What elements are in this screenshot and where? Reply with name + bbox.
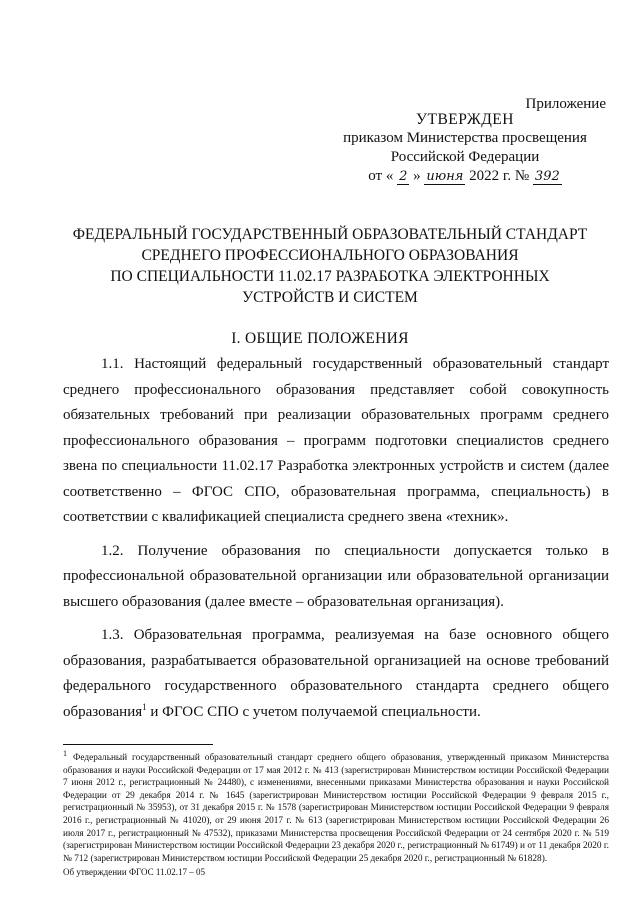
- paragraph-1-2: 1.2. Получение образования по специальности допускается только в профессиональной образовательной организации или образовательной организации высшего образования (далее вместе – образовательная организация).: [63, 542, 609, 610]
- section-body: [63, 352, 609, 733]
- paragraph-1-3-tail: и ФГОС СПО с учетом получаемой специальности.: [146, 703, 481, 720]
- footnote: [63, 748, 609, 865]
- paragraph-1-3-text: 1.3. Образовательная программа, реализуемая на базе основного общего образования, разрабатывается образовательной организацией на основе требований федерального государственного образовательного стандарта среднего общего образования: [63, 627, 609, 720]
- approved-line1: приказом Министерства просвещения: [343, 130, 587, 146]
- appendix-label: Приложение: [525, 96, 606, 112]
- order-number: 392: [534, 169, 560, 184]
- footnote-text: Федеральный государственный образовательный стандарт среднего общего образования, утвержденный приказом Министерства образования и науки Российской Федерации от 17 мая 2012 г. № 413 (зарегистрирован Министерством юстиции Российской Федерации 7 июня 2012 г., регистрационный № 24480), с изменениями, внесенными приказами Министерства образования и науки Российской Федерации от 29 декабря 2014 г. № 1645 (зарегистрирован Министерством юстиции Российской Федерации 9 февраля 2015 г., регистрационный № 35953), от 31 декабря 2015 г. № 1578 (зарегистрирован Министерством юстиции Российской Федерации 9 февраля 2016 г., регистрационный № 41020), от 29 июня 2017 г. № 613 (зарегистрирован Министерством юстиции Российской Федерации 26 июля 2017 г., регистрационный № 47532), приказами Министерства просвещения Российской Федерации от 24 сентября 2020 г. № 519 (зарегистрирован Министерством юстиции Российской Федерации 23 декабря 2020 г., регистрационный № 61749) и от 11 декабря 2020 г. № 712 (зарегистрирован Министерством юстиции Российской Федерации 25 декабря 2020 г., регистрационный № 61828).: [63, 753, 609, 864]
- date-prefix: от «: [368, 168, 394, 184]
- paragraph-1-3: [63, 623, 609, 725]
- footer-code: Об утверждении ФГОС 11.02.17 – 05: [63, 867, 206, 877]
- date-year: 2022 г. №: [469, 168, 530, 184]
- approved-line2: Российской Федерации: [390, 149, 540, 165]
- title-line1: ФЕДЕРАЛЬНЫЙ ГОСУДАРСТВЕННЫЙ ОБРАЗОВАТЕЛЬНЫЙ СТАНДАРТ: [72, 226, 588, 243]
- approved-title: УТВЕРЖДЕН: [416, 111, 514, 128]
- footnote-ref[interactable]: 1: [142, 701, 147, 712]
- title-line2: СРЕДНЕГО ПРОФЕССИОНАЛЬНОГО ОБРАЗОВАНИЯ: [141, 247, 519, 264]
- date-mid: »: [413, 168, 421, 184]
- footnote-mark: 1: [63, 749, 67, 758]
- approval-block: [330, 110, 600, 186]
- section-heading: I. ОБЩИЕ ПОЛОЖЕНИЯ: [231, 330, 409, 347]
- date-day: 2: [399, 169, 408, 184]
- date-month: июня: [426, 169, 464, 184]
- footnote-divider: [63, 744, 213, 745]
- paragraph-1-1: 1.1. Настоящий федеральный государственный образовательный стандарт среднего профессионального образования представляет собой совокупность обязательных требований при реализации образовательных программ среднего профессионального образования – программ подготовки специалистов среднего звена по специальности 11.02.17 Разработка электронных устройств и систем (далее соответственно – ФГОС СПО, образовательная программа, специальность) в соответствии с квалификацией специалиста среднего звена «техник».: [63, 356, 609, 525]
- title-line3: ПО СПЕЦИАЛЬНОСТИ 11.02.17 РАЗРАБОТКА ЭЛЕКТРОННЫХ: [110, 268, 550, 285]
- document-title: [70, 224, 590, 308]
- title-line4: УСТРОЙСТВ И СИСТЕМ: [242, 289, 418, 306]
- approval-date-line: [330, 167, 600, 186]
